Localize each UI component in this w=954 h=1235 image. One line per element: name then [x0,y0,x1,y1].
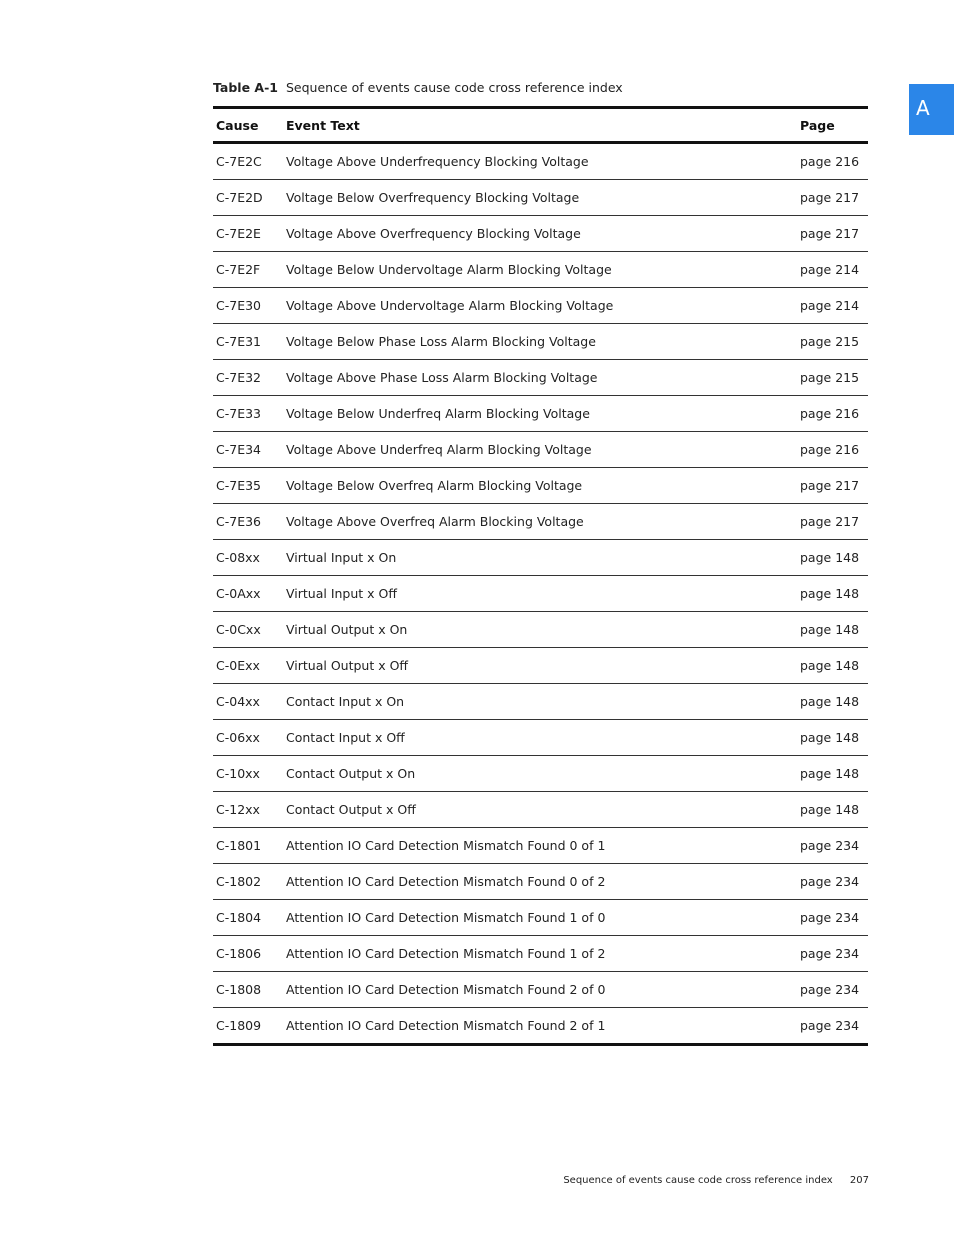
cell-cause: C-10xx [216,766,260,781]
cell-event-text: Voltage Below Overfrequency Blocking Voltage [286,190,580,205]
cell-event-text: Virtual Input x Off [286,586,397,601]
table-row [213,180,868,216]
cell-cause: C-0Cxx [216,622,261,637]
cell-event-text: Virtual Input x On [286,550,397,565]
cell-event-text: Voltage Above Undervoltage Alarm Blocking Voltage [286,298,614,313]
cell-page: page 214 [800,298,860,313]
cell-cause: C-06xx [216,730,260,745]
cell-cause: C-1806 [216,946,262,961]
cell-event-text: Contact Input x On [286,694,405,709]
cell-cause: C-1809 [216,1018,262,1033]
table-row [213,324,868,360]
cell-page: page 234 [800,982,860,997]
cell-page: page 214 [800,262,860,277]
cell-cause: C-7E31 [216,334,261,349]
cell-event-text: Virtual Output x Off [286,658,409,673]
cell-event-text: Contact Input x Off [286,730,405,745]
cell-cause: C-7E30 [216,298,261,313]
cell-cause: C-7E34 [216,442,261,457]
cell-page: page 216 [800,442,860,457]
cell-page: page 234 [800,838,860,853]
cell-event-text: Attention IO Card Detection Mismatch Found 0 of 2 [286,874,606,889]
cell-event-text: Attention IO Card Detection Mismatch Found 0 of 1 [286,838,606,853]
cell-page: page 148 [800,586,860,601]
cell-page: page 217 [800,226,860,241]
table-row [213,648,868,684]
header-row [213,108,868,143]
cell-cause: C-7E35 [216,478,261,493]
cell-page: page 148 [800,694,860,709]
cell-event-text: Virtual Output x On [286,622,408,637]
cell-cause: C-0Exx [216,658,260,673]
cause-code-table [213,106,868,1046]
table-caption-title: Sequence of events cause code cross reference index [285,80,623,95]
table-row [213,720,868,756]
table-row [213,504,868,540]
table-body [213,143,868,1045]
cell-event-text: Voltage Below Underfreq Alarm Blocking Voltage [286,406,590,421]
table-caption-label: Table A-1 [213,80,278,95]
cell-event-text: Contact Output x On [286,766,416,781]
cell-cause: C-1808 [216,982,262,997]
cell-page: page 217 [800,190,860,205]
cell-page: page 234 [800,1018,860,1033]
section-tab-marker: A [909,84,954,135]
cell-cause: C-1801 [216,838,262,853]
table-row [213,756,868,792]
header-cause: Cause [216,117,259,133]
table-row [213,288,868,324]
cell-cause: C-1802 [216,874,262,889]
cell-page: page 148 [800,550,860,565]
table-row [213,432,868,468]
cell-page: page 215 [800,370,860,385]
cell-cause: C-04xx [216,694,260,709]
cell-page: page 234 [800,874,860,889]
cell-event-text: Voltage Above Overfrequency Blocking Voltage [286,226,581,241]
table-row [213,864,868,900]
cell-cause: C-1804 [216,910,262,925]
cell-event-text: Attention IO Card Detection Mismatch Found 2 of 1 [286,1018,606,1033]
page-footer [563,1175,869,1186]
table-row [213,216,868,252]
cell-page: page 234 [800,910,860,925]
cell-event-text: Voltage Below Phase Loss Alarm Blocking Voltage [286,334,596,349]
cell-page: page 234 [800,946,860,961]
cell-cause: C-0Axx [216,586,261,601]
cell-page: page 217 [800,514,860,529]
header-event-text: Event Text [286,117,360,133]
cell-event-text: Voltage Above Overfreq Alarm Blocking Voltage [286,514,584,529]
footer-text: Sequence of events cause code cross reference index [563,1175,833,1186]
cell-cause: C-7E36 [216,514,261,529]
table-row [213,252,868,288]
cell-cause: C-7E33 [216,406,261,421]
cell-cause: C-7E32 [216,370,261,385]
table-row [213,396,868,432]
cell-page: page 216 [800,406,860,421]
cell-cause: C-7E2C [216,154,262,169]
cell-event-text: Voltage Below Undervoltage Alarm Blocking Voltage [286,262,612,277]
cell-page: page 148 [800,766,860,781]
cell-page: page 216 [800,154,860,169]
cause-code-table-container [213,106,868,1046]
cell-event-text: Attention IO Card Detection Mismatch Found 1 of 0 [286,910,606,925]
cell-page: page 148 [800,658,860,673]
cell-page: page 148 [800,730,860,745]
cell-event-text: Voltage Above Underfrequency Blocking Voltage [286,154,589,169]
cell-page: page 148 [800,622,860,637]
cell-event-text: Contact Output x Off [286,802,416,817]
cell-event-text: Voltage Below Overfreq Alarm Blocking Voltage [286,478,583,493]
cell-cause: C-12xx [216,802,260,817]
table-row [213,900,868,936]
table-caption [213,80,623,95]
table-row [213,143,868,180]
table-row [213,540,868,576]
cell-event-text: Voltage Above Underfreq Alarm Blocking Voltage [286,442,592,457]
cell-cause: C-7E2F [216,262,261,277]
cell-page: page 148 [800,802,860,817]
table-row [213,360,868,396]
table-row [213,936,868,972]
header-page: Page [800,117,835,133]
cell-page: page 217 [800,478,860,493]
table-header [213,108,868,143]
cell-cause: C-7E2E [216,226,261,241]
table-row [213,576,868,612]
table-row [213,684,868,720]
table-row [213,468,868,504]
cell-event-text: Voltage Above Phase Loss Alarm Blocking Voltage [286,370,598,385]
cell-cause: C-08xx [216,550,260,565]
table-row [213,612,868,648]
cell-event-text: Attention IO Card Detection Mismatch Found 2 of 0 [286,982,606,997]
table-row [213,972,868,1008]
cell-page: page 215 [800,334,860,349]
footer-page-number: 207 [849,1175,869,1186]
cell-cause: C-7E2D [216,190,263,205]
table-row [213,828,868,864]
table-row [213,792,868,828]
table-row [213,1008,868,1045]
cell-event-text: Attention IO Card Detection Mismatch Found 1 of 2 [286,946,606,961]
